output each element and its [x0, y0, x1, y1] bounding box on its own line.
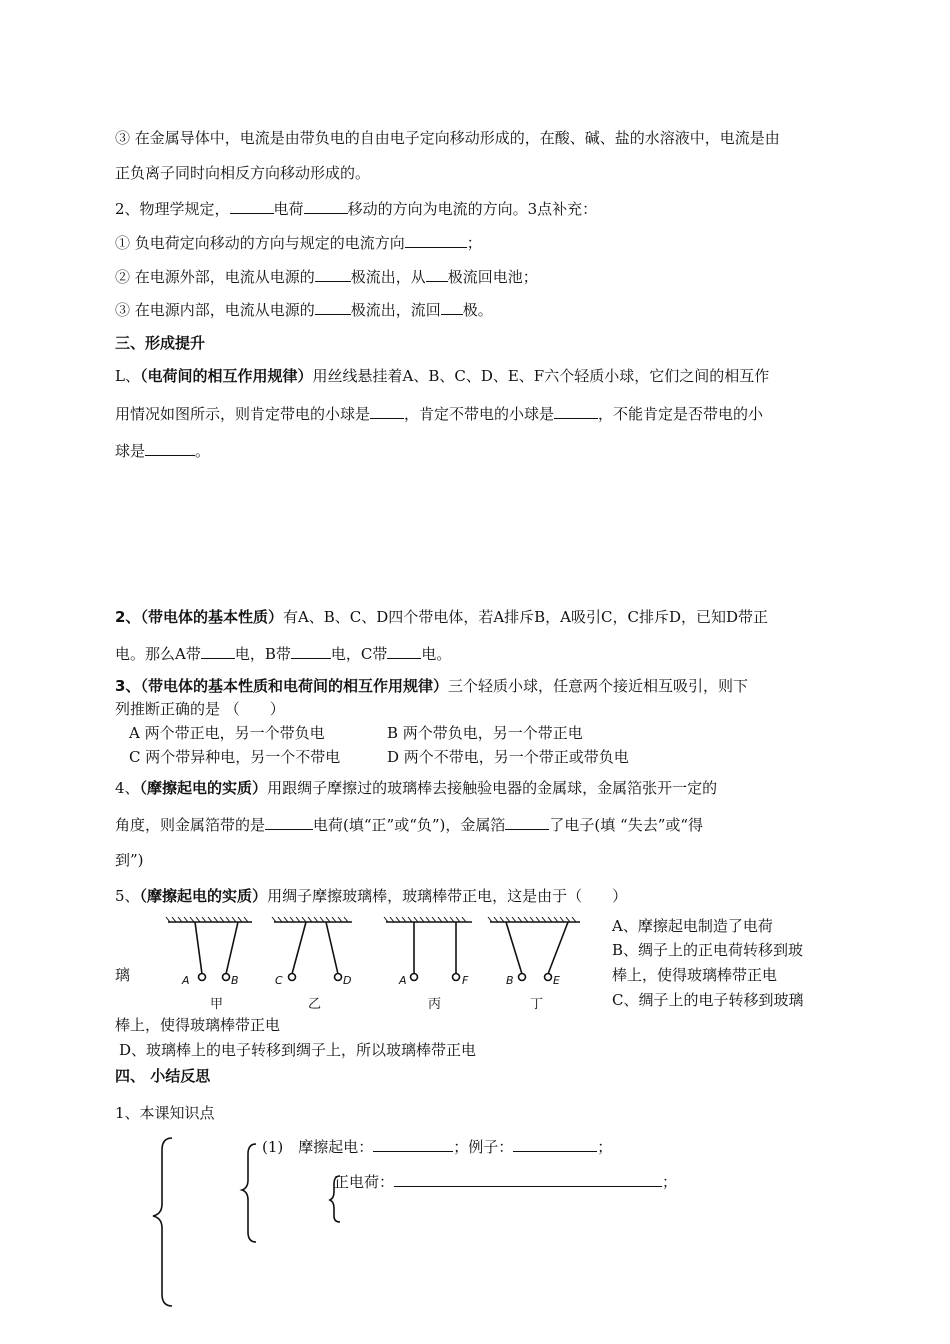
text: 用绸子摩擦玻璃棒，玻璃棒带正电，这是由于（ ）: [267, 887, 628, 905]
answer-blank[interactable]: [315, 300, 351, 315]
ball: [519, 974, 526, 981]
text: 角度，则金属箔带的是: [115, 816, 266, 834]
ball: [223, 974, 230, 981]
answer-blank[interactable]: [370, 404, 404, 419]
q1-topic: （电荷间的相互作用规律）: [139, 367, 313, 385]
ball-label: C: [275, 974, 283, 987]
point-2: [115, 267, 538, 287]
q2-line1: [115, 607, 768, 627]
q3-option-d: D 两个不带电，另一个带正或带负电: [387, 748, 629, 766]
ball-label: F: [462, 974, 469, 987]
thread: [226, 922, 238, 974]
text: 电荷(填“正”或“负”)，金属箔: [313, 816, 506, 834]
q1-number: L、: [115, 367, 140, 385]
outer-brace: [153, 1138, 172, 1306]
summary-row-positive-charge: [334, 1172, 677, 1192]
text: ；: [466, 234, 482, 252]
text: ③ 在电源内部，电流从电源的: [115, 301, 315, 319]
ball: [199, 974, 206, 981]
text: (1) 摩擦起电：: [262, 1138, 374, 1156]
answer-blank[interactable]: [505, 815, 549, 830]
section-heading-4: 四、 小结反思: [115, 1067, 211, 1085]
text: ；: [662, 1173, 678, 1191]
panel-label: 甲: [210, 997, 224, 1012]
text: 正电荷：: [334, 1173, 395, 1191]
para-metal-conductor-line2: 正负离子同时向相反方向移动形成的。: [115, 164, 371, 182]
text: 用情况如图所示，则肯定带电的小球是: [115, 405, 371, 423]
answer-blank[interactable]: [426, 267, 448, 282]
thread: [195, 922, 202, 974]
q3-line2: 列推断正确的是 （ ）: [115, 700, 285, 718]
answer-blank[interactable]: [394, 1172, 662, 1187]
answer-blank[interactable]: [145, 441, 195, 456]
q5-option-d: D、玻璃棒上的电子转移到绸子上，所以玻璃棒带正电: [119, 1041, 477, 1059]
q4-topic: （摩擦起电的实质）: [139, 779, 268, 797]
answer-blank[interactable]: [265, 815, 313, 830]
q3-option-c: C 两个带异种电，另一个不带电: [129, 748, 341, 766]
answer-blank[interactable]: [291, 644, 331, 659]
question-current-direction: [115, 199, 597, 219]
answer-blank[interactable]: [441, 300, 463, 315]
text: 电，B带: [234, 645, 291, 663]
text: 移动的方向为电流的方向。3点补充：: [347, 200, 598, 218]
ball: [335, 974, 342, 981]
thread: [292, 922, 306, 974]
q5-option-b-line2: 棒上，使得玻璃棒带正电: [612, 966, 778, 984]
text: ，不能肯定是否带电的小: [598, 405, 764, 423]
answer-blank[interactable]: [230, 199, 274, 214]
q2-number: 2、: [115, 608, 141, 626]
text: 电，C带: [330, 645, 388, 663]
q1-line2: [115, 404, 763, 424]
ball: [411, 974, 418, 981]
answer-blank[interactable]: [554, 404, 598, 419]
ball-label: D: [343, 974, 352, 987]
q5-option-c-line1: C、绸子上的电子转移到玻璃: [612, 991, 804, 1009]
text: 2、物理学规定，: [115, 200, 230, 218]
ball: [545, 974, 552, 981]
middle-brace: [242, 1144, 256, 1242]
thread: [326, 922, 338, 974]
ball: [453, 974, 460, 981]
text: ① 负电荷定向移动的方向与规定的电流方向: [115, 234, 405, 252]
q5-topic: （摩擦起电的实质）: [139, 887, 268, 905]
q5-option-c-line2: 棒上，使得玻璃棒带正电: [115, 1016, 281, 1034]
text: ；: [597, 1138, 613, 1156]
summary-braces: [150, 1134, 350, 1314]
ball: [289, 974, 296, 981]
text: ，肯定不带电的小球是: [404, 405, 555, 423]
section-heading-3: 三、形成提升: [115, 334, 206, 352]
text: 用丝线悬挂着A、B、C、D、E、F六个轻质小球，它们之间的相互作: [312, 367, 770, 385]
point-3: [115, 300, 493, 320]
thread: [506, 922, 522, 974]
q4-line3: 到”): [115, 851, 144, 869]
text: 电。那么A带: [115, 645, 201, 663]
hanging-balls-figure: [160, 914, 596, 1014]
text: 有A、B、C、D四个带电体，若A排斥B，A吸引C，C排斥D，已知D带正: [282, 608, 769, 626]
text: 极流出，从: [350, 268, 426, 286]
ball-label: B: [506, 974, 514, 987]
q3-option-a: A 两个带正电，另一个带负电: [129, 724, 325, 742]
ball-label: A: [399, 974, 407, 987]
q3-number: 3、: [115, 677, 141, 695]
ball-label: B: [231, 974, 239, 987]
text: 电荷: [273, 200, 304, 218]
text: 。: [195, 442, 211, 460]
q3-topic: （带电体的基本性质和电荷间的相互作用规律）: [140, 677, 448, 695]
text: 球是: [115, 442, 146, 460]
answer-blank[interactable]: [201, 644, 235, 659]
text: ；例子：: [453, 1138, 514, 1156]
text: 极流回电池；: [447, 268, 538, 286]
q1-line1: [115, 366, 769, 386]
text: 极流出，流回: [350, 301, 441, 319]
inner-brace: [330, 1176, 340, 1222]
q3-option-b: B 两个带负电，另一个带正电: [387, 724, 583, 742]
answer-blank[interactable]: [513, 1137, 597, 1152]
q5-wrap-char: 璃: [115, 966, 131, 984]
answer-blank[interactable]: [387, 644, 421, 659]
panel-label: 丙: [428, 997, 442, 1012]
q5-option-a: A、摩擦起电制造了电荷: [612, 917, 773, 935]
ball-label: A: [182, 974, 190, 987]
q3-line1: [115, 676, 748, 696]
text: 三个轻质小球，任意两个接近相互吸引，则下: [447, 677, 748, 695]
answer-blank[interactable]: [405, 233, 467, 248]
text: 了电子(填 “失去”或“得: [549, 816, 704, 834]
text: ② 在电源外部，电流从电源的: [115, 268, 315, 286]
panel-label: 丁: [530, 997, 544, 1012]
knowledge-points-title: 1、本课知识点: [115, 1104, 215, 1122]
answer-blank[interactable]: [304, 199, 348, 214]
q2-line2: [115, 644, 451, 664]
answer-blank[interactable]: [315, 267, 351, 282]
q5-option-b-line1: B、绸子上的正电荷转移到玻: [612, 941, 804, 959]
q2-topic: （带电体的基本性质）: [140, 608, 283, 626]
q4-line1: [115, 778, 717, 798]
ball-label: E: [553, 974, 560, 987]
text: 用跟绸子摩擦过的玻璃棒去接触验电器的金属球，金属箔张开一定的: [267, 779, 718, 797]
q5-number: 5、: [115, 887, 140, 905]
text: 极。: [462, 301, 493, 319]
q1-line3: [115, 441, 210, 461]
q4-line2: [115, 815, 703, 835]
q4-number: 4、: [115, 779, 140, 797]
thread: [548, 922, 568, 974]
answer-blank[interactable]: [373, 1137, 453, 1152]
text: 电。: [421, 645, 452, 663]
q5-line1: [115, 886, 627, 906]
panel-label: 乙: [308, 997, 322, 1012]
para-metal-conductor-line1: ③ 在金属导体中，电流是由带负电的自由电子定向移动形成的，在酸、碱、盐的水溶液中，电流是由: [115, 129, 780, 147]
point-1: [115, 233, 482, 253]
